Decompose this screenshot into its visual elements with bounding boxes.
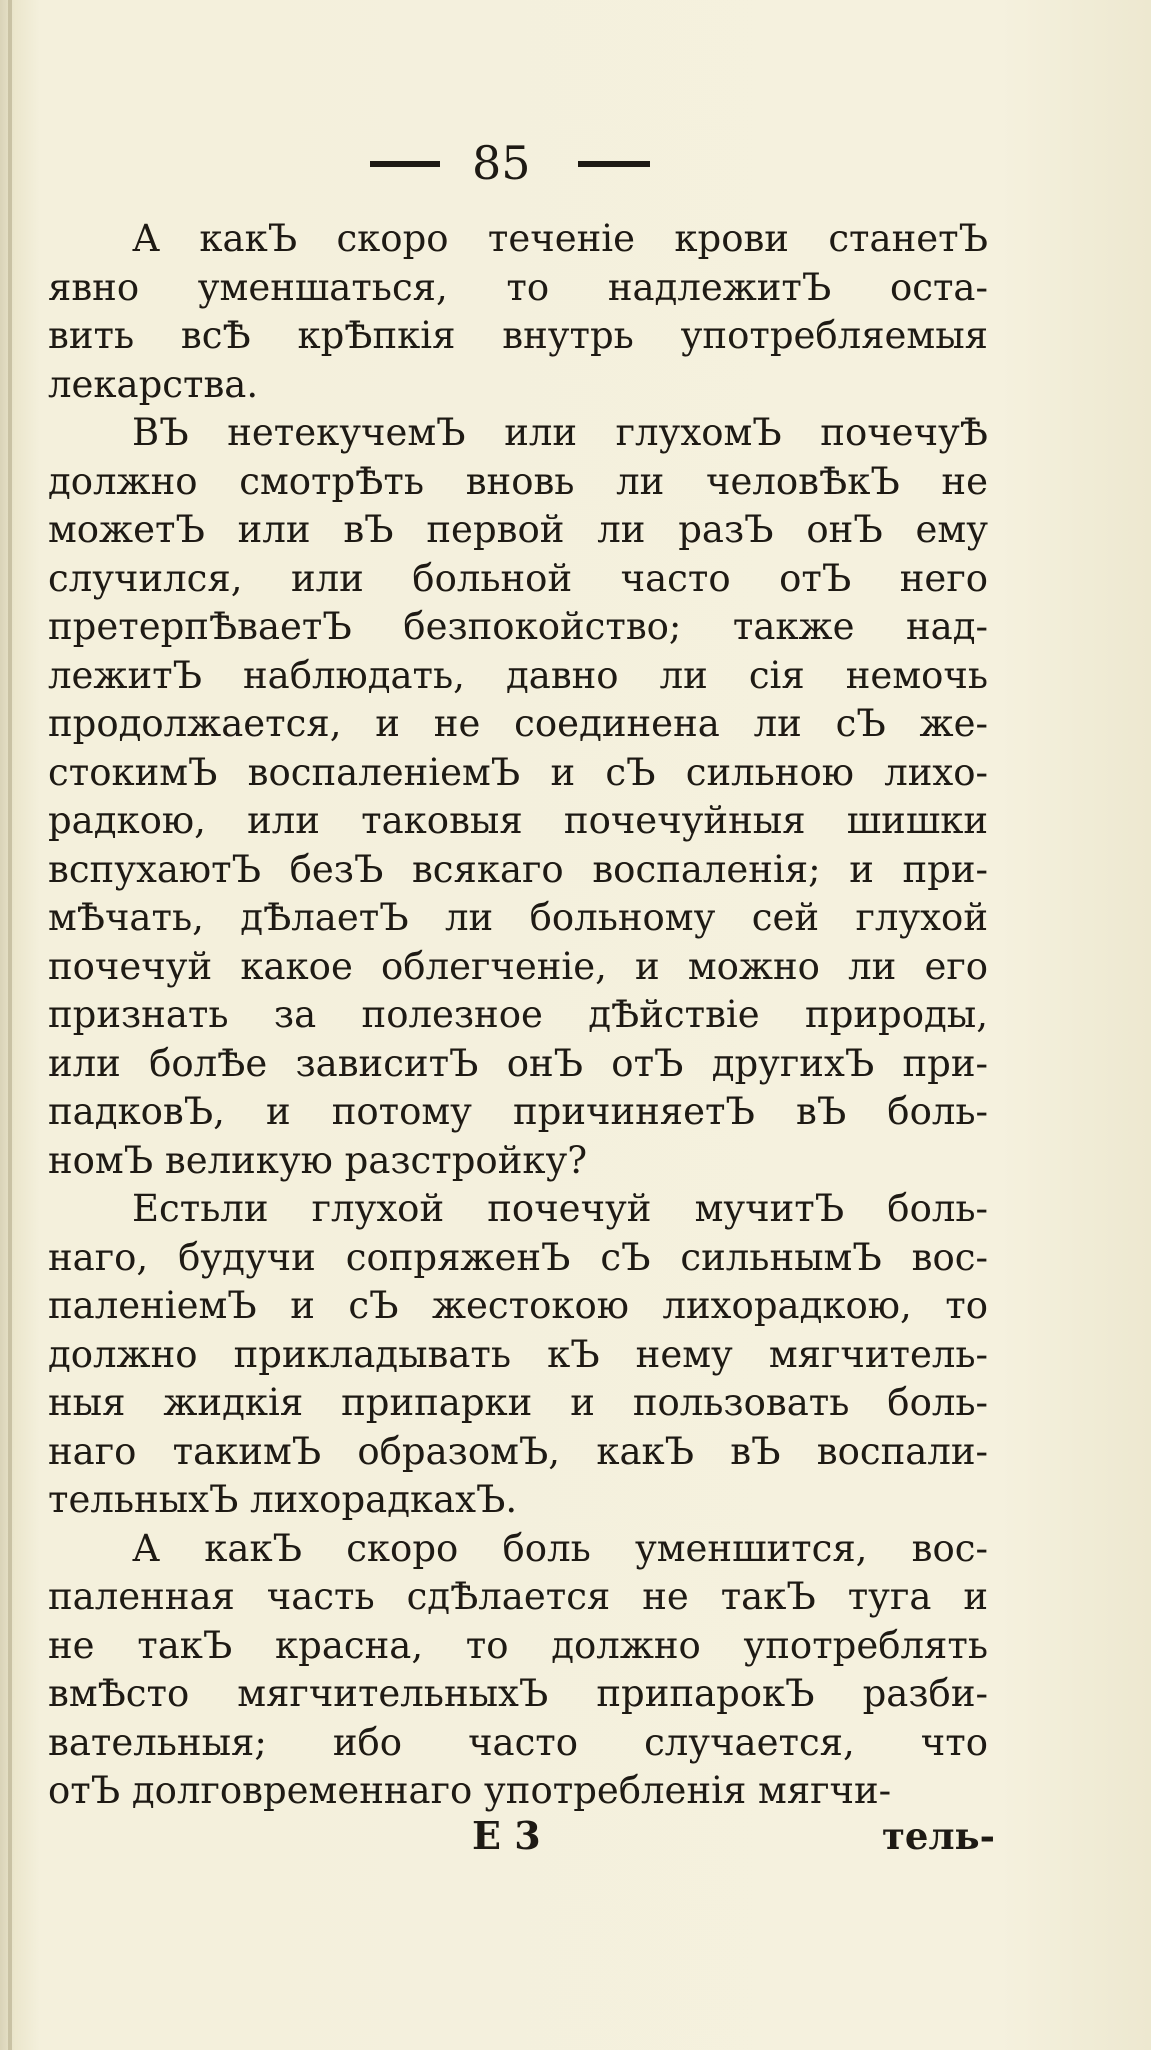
page-header	[0, 125, 1151, 205]
text-line: номЪ великую разстройку?	[48, 1138, 588, 1182]
text-line: продолжается, и не соединена ли сЪ же-	[48, 702, 988, 745]
text-line: отЪ долговременнаго употребленія мягчи-	[48, 1769, 892, 1812]
page-number: 85	[472, 136, 531, 190]
text-line: паленіемЪ и сЪ жестокою лихорадкою, то	[48, 1284, 988, 1327]
paragraph	[48, 1185, 988, 1525]
text-line: ныя жидкія припарки и пользовать боль-	[48, 1381, 988, 1424]
text-line: наго, будучи сопряженЪ сЪ сильнымЪ вос-	[48, 1235, 988, 1279]
text-line: ВЪ нетекучемЪ или глухомЪ почечуѢ	[132, 411, 988, 454]
text-line: вспухаютЪ безЪ всякаго воспаленія; и при-	[48, 847, 988, 891]
body-text	[48, 215, 988, 1816]
text-line: Естьли глухой почечуй мучитЪ боль-	[132, 1187, 988, 1230]
paragraph	[48, 215, 988, 409]
text-line: наго такимЪ образомЪ, какЪ вЪ воспали-	[48, 1429, 988, 1473]
text-line: явно уменшаться, то надлежитЪ оста-	[48, 265, 988, 309]
text-line: или болѢе зависитЪ онЪ отЪ другихЪ при-	[48, 1041, 988, 1085]
page-footer	[0, 1806, 1151, 1866]
catchword: тель-	[882, 1814, 996, 1858]
text-line: должно прикладывать кЪ нему мягчитель-	[48, 1332, 988, 1376]
text-line: вить всѢ крѢпкія внутрь употребляемыя	[48, 314, 988, 357]
text-line: А какЪ скоро боль уменшится, вос-	[132, 1526, 988, 1570]
text-line: падковЪ, и потому причиняетЪ вЪ боль-	[48, 1090, 988, 1133]
text-line: претерпѢваетЪ безпокойство; также над-	[48, 605, 988, 648]
text-line: случился, или больной часто отЪ него	[48, 556, 988, 600]
text-line: не такЪ красна, то должно употреблять	[48, 1623, 988, 1667]
text-line: вательныя; ибо часто случается, что	[48, 1720, 988, 1764]
text-line: радкою, или таковыя почечуйныя шишки	[48, 799, 988, 842]
text-line: признать за полезное дѢйствіе природы,	[48, 993, 988, 1036]
text-line: тельныхЪ лихорадкахЪ.	[48, 1478, 518, 1521]
paragraph	[48, 409, 988, 1185]
text-line: можетЪ или вЪ первой ли разЪ онЪ ему	[48, 508, 988, 551]
header-dash-right	[578, 161, 650, 167]
header-dash-left	[370, 161, 440, 167]
page-edge	[8, 0, 12, 2050]
text-line: почечуй какое облегченіе, и можно ли его	[48, 944, 988, 988]
text-line: должно смотрѢть вновь ли человѢкЪ не	[48, 459, 988, 503]
text-line: А какЪ скоро теченіе крови станетЪ	[132, 217, 988, 260]
signature-mark: Е 3	[472, 1813, 541, 1858]
text-line: паленная часть сдѢлается не такЪ туга и	[48, 1575, 988, 1618]
text-line: мѢчать, дѢлаетЪ ли больному сей глухой	[48, 896, 988, 939]
text-line: вмѢсто мягчительныхЪ припарокЪ разби-	[48, 1672, 988, 1715]
text-line: лекарства.	[48, 362, 259, 406]
text-line: стокимЪ воспаленіемЪ и сЪ сильною лихо-	[48, 750, 988, 794]
text-line: лежитЪ наблюдать, давно ли сія немочь	[48, 653, 988, 697]
paragraph	[48, 1525, 988, 1816]
